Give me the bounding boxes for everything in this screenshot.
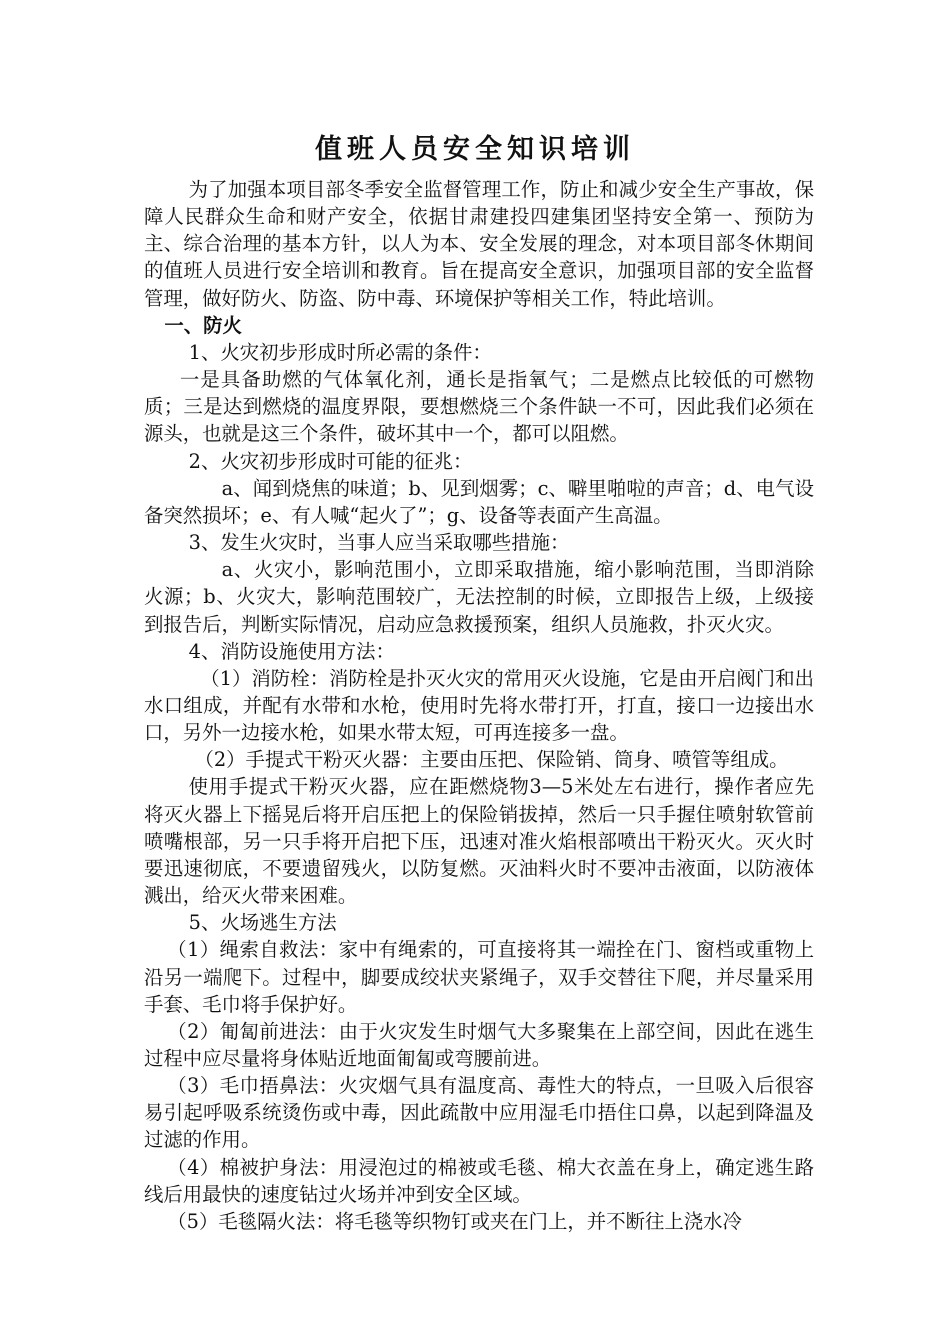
item4-extinguisher-paragraph: （2）手提式干粉灭火器：主要由压把、保险销、筒身、喷管等组成。 (194, 748, 789, 772)
item4-usage-paragraph: 使用手提式干粉灭火器，应在距燃烧物3—5米处左右进行，操作者应先将灭火器上下摇晃后将开启压把上的保险销拔掉，然后一只手握住喷射软管前喷嘴根部，另一只手将开启把下压，迅速对准火焰根部喷出干粉灭火。灭火时要迅速彻底，不要遗留残火，以防复燃。灭油料火时不要冲击液面，以防液体溅出，给灭火带来困难。 (144, 775, 814, 908)
item1-body: 一是具备助燃的气体氧化剂，通长是指氧气；二是燃点比较低的可燃物质；三是达到燃烧的温度界限，要想燃烧三个条件缺一不可，因此我们必须在源头，也就是这三个条件，破坏其中一个，都可以阻燃。 (144, 368, 814, 446)
item4-hydrant-paragraph: （1）消防栓：消防栓是扑灭火灾的常用灭火设施，它是由开启阀门和出水口组成，并配有水带和水枪，使用时先将水带打开，打直，接口一边接出水口，另外一边接水枪，如果水带太短，可再连接多一盘。 (144, 666, 814, 745)
item5-title: 5、火场逃生方法 (188, 911, 337, 935)
item5-crawl-paragraph: （2）匍匐前进法：由于火灾发生时烟气大多聚集在上部空间，因此在逃生过程中应尽量将身体贴近地面匍匐或弯腰前进。 (144, 1019, 814, 1070)
item1-title: 1、火灾初步形成时所必需的条件： (188, 340, 492, 364)
document-body (144, 176, 814, 1235)
item3-body: a、火灾小，影响范围小，立即采取措施，缩小影响范围，当即消除火源；b、火灾大，影响范围较广，无法控制的时候，立即报告上级，上级接到报告后，判断实际情况，启动应急救援预案，组织人员施救，扑灭火灾。 (144, 558, 814, 636)
document-title: 值班人员安全知识培训 (315, 134, 635, 165)
item5-rope-paragraph: （1）绳索自救法：家中有绳索的，可直接将其一端拴在门、窗档或重物上沿另一端爬下。过程中，脚要成绞状夹紧绳子，双手交替往下爬，并尽量采用手套、毛巾将手保护好。 (144, 938, 814, 1016)
item5-towel-paragraph: （3）毛巾捂鼻法：火灾烟气具有温度高、毒性大的特点，一旦吸入后很容易引起呼吸系统烫伤或中毒，因此疏散中应用湿毛巾捂住口鼻，以起到降温及过滤的作用。 (144, 1074, 814, 1152)
section-heading-fire: 一、防火 (164, 313, 242, 337)
item3-title: 3、发生火灾时，当事人应当采取哪些措施： (188, 531, 570, 555)
intro-paragraph: 为了加强本项目部冬季安全监督管理工作，防止和减少安全生产事故，保障人民群众生命和财产安全，依据甘肃建投四建集团坚持安全第一、预防为主、综合治理的基本方针，以人为本、安全发展的理念，对本项目部冬休期间的值班人员进行安全培训和教育。旨在提高安全意识，加强项目部的安全监督管理，做好防火、防盗、防中毒、环境保护等相关工作，特此培训。 (144, 178, 814, 310)
item2-title: 2、火灾初步形成时可能的征兆： (188, 449, 473, 473)
item4-title: 4、消防设施使用方法： (188, 639, 395, 663)
item5-blanket-paragraph: （5）毛毯隔火法：将毛毯等织物钉或夹在门上，并不断往上浇水冷 (167, 1209, 742, 1233)
item5-quilt-paragraph: （4）棉被护身法：用浸泡过的棉被或毛毯、棉大衣盖在身上，确定逃生路线后用最快的速度钻过火场并冲到安全区域。 (144, 1155, 814, 1206)
item2-body: a、闻到烧焦的味道；b、见到烟雾；c、噼里啪啦的声音；d、电气设备突然损坏；e、有人喊“起火了”；g、设备等表面产生高温。 (144, 476, 814, 527)
